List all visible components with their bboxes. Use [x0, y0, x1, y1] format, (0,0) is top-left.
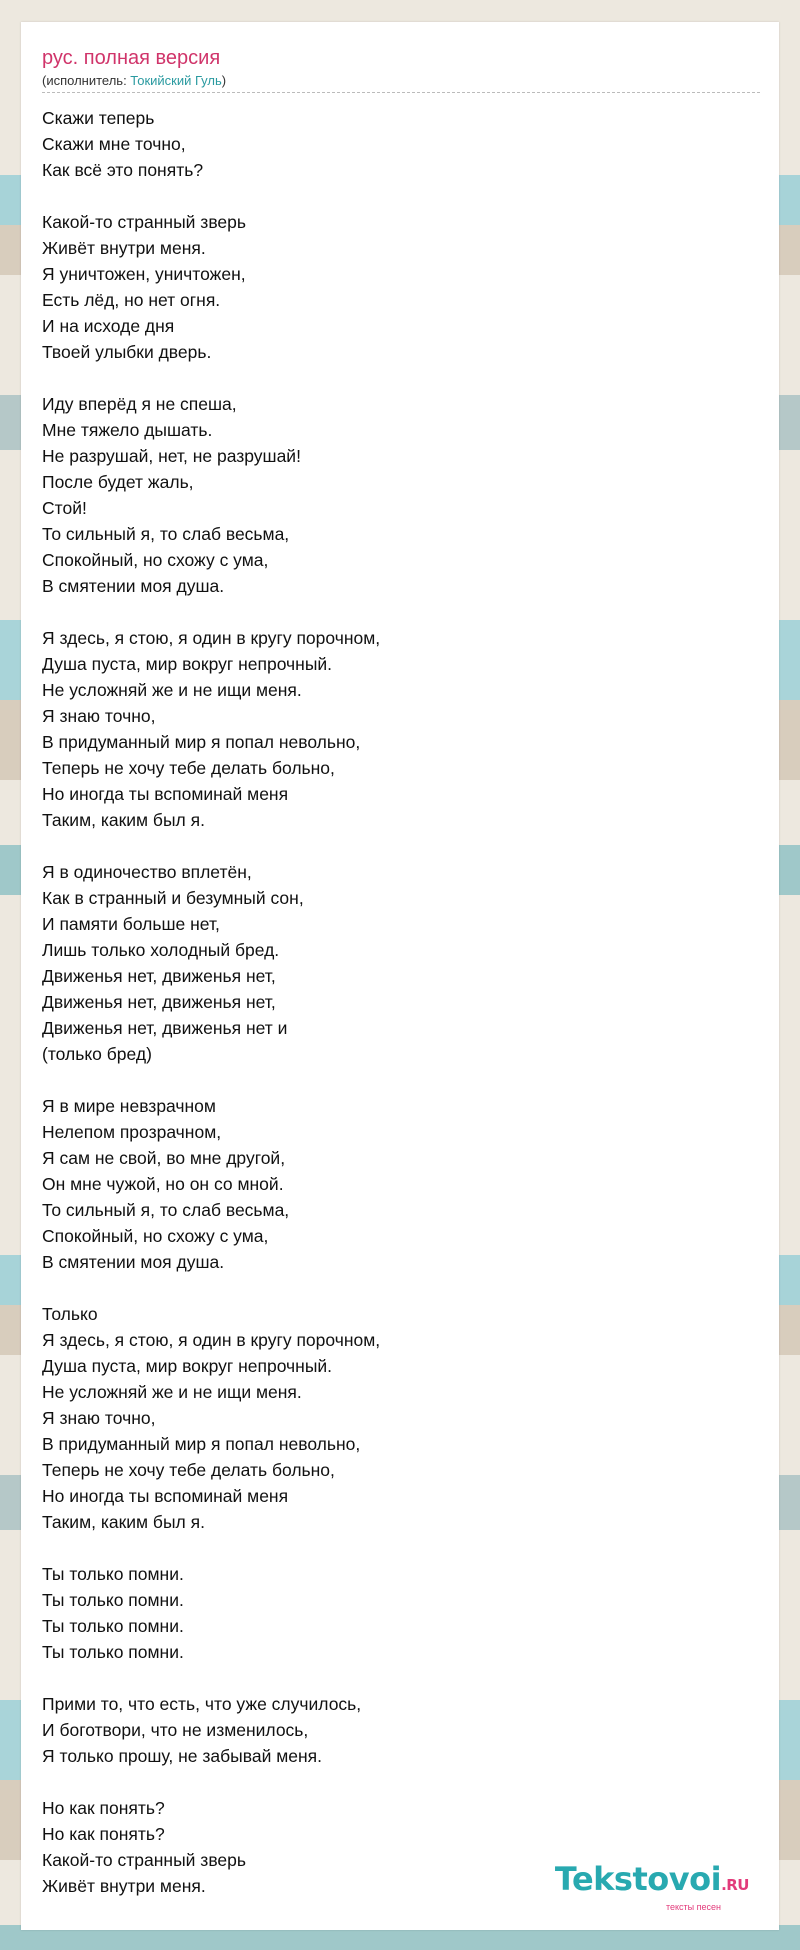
lyric-line: Но как понять?: [42, 1824, 165, 1844]
lyric-line: Теперь не хочу тебе делать больно,: [42, 758, 335, 778]
lyric-line: Скажи мне точно,: [42, 134, 186, 154]
lyric-line: Движенья нет, движенья нет,: [42, 992, 276, 1012]
lyric-line: Твоей улыбки дверь.: [42, 342, 212, 362]
lyric-line: Есть лёд, но нет огня.: [42, 290, 221, 310]
lyric-line: Живёт внутри меня.: [42, 1876, 206, 1896]
stanza: [42, 625, 760, 833]
lyric-line: Не усложняй же и не ищи меня.: [42, 680, 302, 700]
lyric-line: Не разрушай, нет, не разрушай!: [42, 446, 301, 466]
lyric-line: Но как понять?: [42, 1798, 165, 1818]
lyric-line: Но иногда ты вспоминай меня: [42, 1486, 289, 1506]
lyric-line: И на исходе дня: [42, 316, 175, 336]
lyric-line: Живёт внутри меня.: [42, 238, 206, 258]
lyric-line: Спокойный, но схожу с ума,: [42, 1226, 269, 1246]
lyric-line: Я уничтожен, уничтожен,: [42, 264, 246, 284]
stanza: [42, 859, 760, 1067]
lyric-line: Спокойный, но схожу с ума,: [42, 550, 269, 570]
lyric-line: Только: [42, 1304, 98, 1324]
lyric-line: Прими то, что есть, что уже случилось,: [42, 1694, 362, 1714]
lyric-line: Теперь не хочу тебе делать больно,: [42, 1460, 335, 1480]
lyrics-card: [21, 22, 779, 1930]
lyric-line: То сильный я, то слаб весьма,: [42, 1200, 290, 1220]
lyrics-text: [42, 105, 760, 1925]
lyric-line: Мне тяжело дышать.: [42, 420, 213, 440]
lyric-line: В смятении моя душа.: [42, 576, 225, 596]
lyric-line: Иду вперёд я не спеша,: [42, 394, 237, 414]
lyric-line: Стой!: [42, 498, 87, 518]
lyric-line: Какой-то странный зверь: [42, 1850, 247, 1870]
lyric-line: И боготвори, что не изменилось,: [42, 1720, 309, 1740]
lyric-line: Душа пуста, мир вокруг непрочный.: [42, 1356, 333, 1376]
lyric-line: Я сам не свой, во мне другой,: [42, 1148, 286, 1168]
lyric-line: Таким, каким был я.: [42, 1512, 205, 1532]
artist-link[interactable]: Токийский Гуль: [130, 73, 222, 88]
lyric-line: В смятении моя душа.: [42, 1252, 225, 1272]
lyric-line: Он мне чужой, но он со мной.: [42, 1174, 284, 1194]
lyric-line: Ты только помни.: [42, 1564, 184, 1584]
lyric-line: Движенья нет, движенья нет,: [42, 966, 276, 986]
song-header: [42, 44, 760, 93]
stanza: [42, 1561, 760, 1665]
stanza: [42, 391, 760, 599]
stanza: [42, 1691, 760, 1769]
artist-prefix: (исполнитель:: [42, 73, 131, 88]
artist-line: [42, 72, 760, 93]
lyric-line: Я здесь, я стою, я один в кругу порочном,: [42, 1330, 381, 1350]
logo-subtitle: тексты песен: [665, 1902, 721, 1912]
lyric-line: Душа пуста, мир вокруг непрочный.: [42, 654, 333, 674]
stanza: [42, 105, 760, 183]
lyric-line: Ты только помни.: [42, 1616, 184, 1636]
lyric-line: В придуманный мир я попал невольно,: [42, 732, 361, 752]
lyric-line: Ты только помни.: [42, 1642, 184, 1662]
lyric-line: Я знаю точно,: [42, 706, 156, 726]
lyric-line: Но иногда ты вспоминай меня: [42, 784, 289, 804]
lyric-line: Скажи теперь: [42, 108, 155, 128]
lyric-line: Как в странный и безумный сон,: [42, 888, 304, 908]
lyric-line: Какой-то странный зверь: [42, 212, 247, 232]
lyric-line: Я в одиночество вплетён,: [42, 862, 252, 882]
lyric-line: (только бред): [42, 1044, 152, 1064]
lyric-line: Я в мире невзрачном: [42, 1096, 216, 1116]
stanza: [42, 1301, 760, 1535]
lyric-line: В придуманный мир я попал невольно,: [42, 1434, 361, 1454]
lyric-line: То сильный я, то слаб весьма,: [42, 524, 290, 544]
lyric-line: Я здесь, я стою, я один в кругу порочном,: [42, 628, 381, 648]
lyric-line: Ты только помни.: [42, 1590, 184, 1610]
lyric-line: После будет жаль,: [42, 472, 194, 492]
lyric-line: Я знаю точно,: [42, 1408, 156, 1428]
lyric-line: Лишь только холодный бред.: [42, 940, 280, 960]
logo-main-text: Tekstovoi: [554, 1860, 722, 1898]
logo-wordmark: [555, 1862, 749, 1902]
lyric-line: Я только прошу, не забывай меня.: [42, 1746, 322, 1766]
lyric-line: Не усложняй же и не ищи меня.: [42, 1382, 302, 1402]
lyric-line: Как всё это понять?: [42, 160, 204, 180]
page-title: рус. полная версия: [42, 47, 221, 69]
site-logo[interactable]: [555, 1862, 749, 1912]
lyric-line: Движенья нет, движенья нет и: [42, 1018, 288, 1038]
artist-suffix: ): [221, 73, 227, 88]
logo-suffix: .RU: [721, 1876, 749, 1894]
stanza: [42, 209, 760, 365]
lyric-line: Таким, каким был я.: [42, 810, 205, 830]
lyric-line: И памяти больше нет,: [42, 914, 220, 934]
stanza: [42, 1093, 760, 1275]
lyric-line: Нелепом прозрачном,: [42, 1122, 222, 1142]
